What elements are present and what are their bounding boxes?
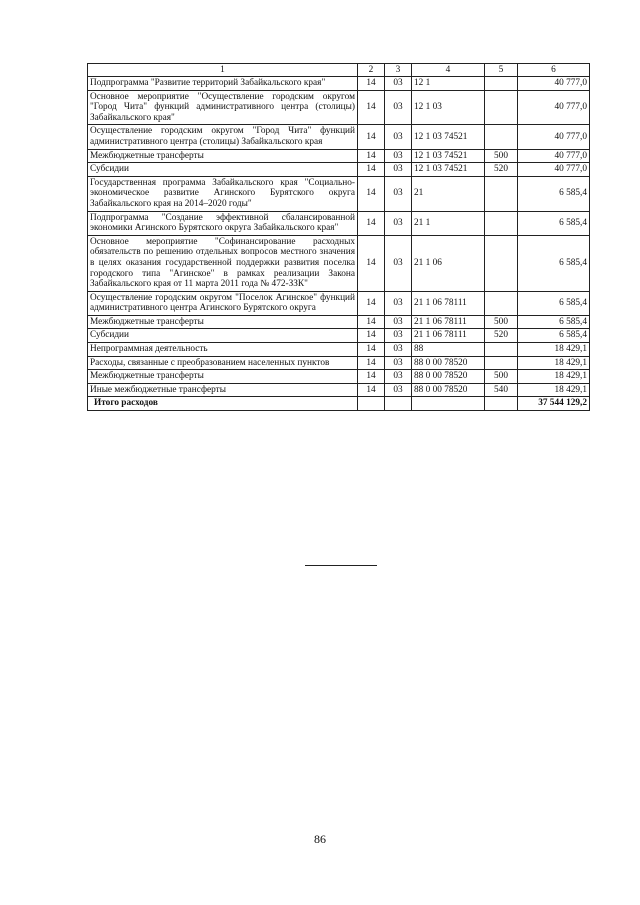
cell-pr: 03 (385, 383, 412, 397)
cell-sum: 40 777,0 (518, 125, 590, 149)
cell-rz: 14 (358, 383, 385, 397)
cell-name: Государственная программа Забайкальского края "Социально-экономическое развитие Агинского Бурятского округа Забайкальского края на 2014–2020 годы" (88, 176, 358, 211)
cell-name: Межбюджетные трансферты (88, 315, 358, 329)
cell-pr: 03 (385, 343, 412, 357)
header-cell-rz: 2 (358, 64, 385, 77)
cell-name: Основное мероприятие "Осуществление городским округом "Город Чита" функций административного центра (столицы) Забайкальского края" (88, 90, 358, 125)
header-cell-vr: 5 (485, 64, 518, 77)
cell-vr (485, 343, 518, 357)
cell-vr (485, 176, 518, 211)
table-body (88, 64, 590, 411)
cell-rz: 14 (358, 125, 385, 149)
cell-sum: 6 585,4 (518, 176, 590, 211)
cell-name: Непрограммная деятельность (88, 343, 358, 357)
table-row (88, 163, 590, 177)
cell-sum: 18 429,1 (518, 370, 590, 384)
cell-sum: 40 777,0 (518, 90, 590, 125)
cell-sum: 6 585,4 (518, 291, 590, 315)
cell-name: Межбюджетные трансферты (88, 370, 358, 384)
cell-rz: 14 (358, 291, 385, 315)
cell-pr: 03 (385, 176, 412, 211)
total-label: Итого расходов (88, 397, 358, 411)
table-row (88, 176, 590, 211)
cell-rz: 14 (358, 211, 385, 235)
cell-vr (485, 356, 518, 370)
cell-rz: 14 (358, 77, 385, 91)
cell-sum: 40 777,0 (518, 163, 590, 177)
cell-rz: 14 (358, 90, 385, 125)
cell-sum: 6 585,4 (518, 329, 590, 343)
cell-vr (485, 77, 518, 91)
cell-vr: 500 (485, 315, 518, 329)
cell-pr: 03 (385, 163, 412, 177)
cell-vr: 500 (485, 149, 518, 163)
cell-pr: 03 (385, 315, 412, 329)
total-row (88, 397, 590, 411)
cell-vr (485, 291, 518, 315)
cell-csr: 21 1 (412, 211, 485, 235)
cell-rz: 14 (358, 176, 385, 211)
cell-name: Подпрограмма "Развитие территорий Забайкальского края" (88, 77, 358, 91)
cell-vr: 520 (485, 163, 518, 177)
cell-pr: 03 (385, 291, 412, 315)
total-empty-cell (412, 397, 485, 411)
cell-pr: 03 (385, 356, 412, 370)
cell-csr: 12 1 (412, 77, 485, 91)
cell-csr: 88 (412, 343, 485, 357)
table-row (88, 315, 590, 329)
table-row (88, 211, 590, 235)
cell-sum: 40 777,0 (518, 77, 590, 91)
cell-pr: 03 (385, 149, 412, 163)
cell-pr: 03 (385, 77, 412, 91)
cell-csr: 88 0 00 78520 (412, 370, 485, 384)
cell-pr: 03 (385, 329, 412, 343)
cell-csr: 12 1 03 74521 (412, 149, 485, 163)
budget-table (87, 63, 590, 411)
cell-vr: 500 (485, 370, 518, 384)
cell-pr: 03 (385, 125, 412, 149)
cell-csr: 21 1 06 78111 (412, 291, 485, 315)
cell-csr: 21 1 06 78111 (412, 329, 485, 343)
cell-rz: 14 (358, 343, 385, 357)
header-cell-csr: 4 (412, 64, 485, 77)
cell-name: Основное мероприятие "Софинансирование расходных обязательств по решению отдельных вопросов местного значения в целях оказания государственной поддержки развития поселка городского типа "Агинское" в рамках реализации Закона Забайкальского края от 11 марта 2011 года № 472-ЗЗК" (88, 235, 358, 291)
total-empty-cell (358, 397, 385, 411)
table-row (88, 235, 590, 291)
table-row (88, 383, 590, 397)
table-header-row (88, 64, 590, 77)
cell-vr: 540 (485, 383, 518, 397)
total-empty-cell (485, 397, 518, 411)
cell-csr: 88 0 00 78520 (412, 356, 485, 370)
table-row (88, 370, 590, 384)
cell-name: Осуществление городским округом "Поселок Агинское" функций административного центра Агинского Бурятского округа (88, 291, 358, 315)
cell-vr (485, 235, 518, 291)
cell-rz: 14 (358, 163, 385, 177)
cell-sum: 18 429,1 (518, 383, 590, 397)
cell-sum: 18 429,1 (518, 343, 590, 357)
header-cell-name: 1 (88, 64, 358, 77)
page-number: 86 (314, 832, 326, 846)
cell-name: Расходы, связанные с преобразованием населенных пунктов (88, 356, 358, 370)
cell-csr: 21 1 06 78111 (412, 315, 485, 329)
cell-csr: 12 1 03 74521 (412, 125, 485, 149)
cell-sum: 6 585,4 (518, 211, 590, 235)
cell-rz: 14 (358, 235, 385, 291)
table-row (88, 343, 590, 357)
total-sum: 37 544 129,2 (518, 397, 590, 411)
cell-pr: 03 (385, 235, 412, 291)
cell-sum: 6 585,4 (518, 315, 590, 329)
cell-vr (485, 90, 518, 125)
cell-name: Субсидии (88, 163, 358, 177)
cell-vr: 520 (485, 329, 518, 343)
cell-sum: 6 585,4 (518, 235, 590, 291)
footer-rule (305, 565, 377, 566)
table-row (88, 125, 590, 149)
table-row (88, 90, 590, 125)
cell-csr: 21 (412, 176, 485, 211)
cell-vr (485, 125, 518, 149)
header-cell-pr: 3 (385, 64, 412, 77)
cell-rz: 14 (358, 329, 385, 343)
cell-name: Субсидии (88, 329, 358, 343)
table-row (88, 291, 590, 315)
cell-name: Подпрограмма "Создание эффективной сбалансированной экономики Агинского Бурятского округа Забайкальского края" (88, 211, 358, 235)
cell-csr: 12 1 03 74521 (412, 163, 485, 177)
header-cell-sum: 6 (518, 64, 590, 77)
cell-rz: 14 (358, 315, 385, 329)
table-row (88, 77, 590, 91)
cell-name: Осуществление городским округом "Город Чита" функций административного центра (столицы) Забайкальского края (88, 125, 358, 149)
cell-name: Межбюджетные трансферты (88, 149, 358, 163)
cell-csr: 88 0 00 78520 (412, 383, 485, 397)
cell-vr (485, 211, 518, 235)
table-row (88, 329, 590, 343)
cell-rz: 14 (358, 149, 385, 163)
cell-csr: 12 1 03 (412, 90, 485, 125)
cell-name: Иные межбюджетные трансферты (88, 383, 358, 397)
table-row (88, 149, 590, 163)
cell-pr: 03 (385, 370, 412, 384)
cell-rz: 14 (358, 370, 385, 384)
cell-csr: 21 1 06 (412, 235, 485, 291)
cell-sum: 18 429,1 (518, 356, 590, 370)
table-row (88, 356, 590, 370)
total-empty-cell (385, 397, 412, 411)
cell-pr: 03 (385, 90, 412, 125)
cell-sum: 40 777,0 (518, 149, 590, 163)
cell-rz: 14 (358, 356, 385, 370)
cell-pr: 03 (385, 211, 412, 235)
